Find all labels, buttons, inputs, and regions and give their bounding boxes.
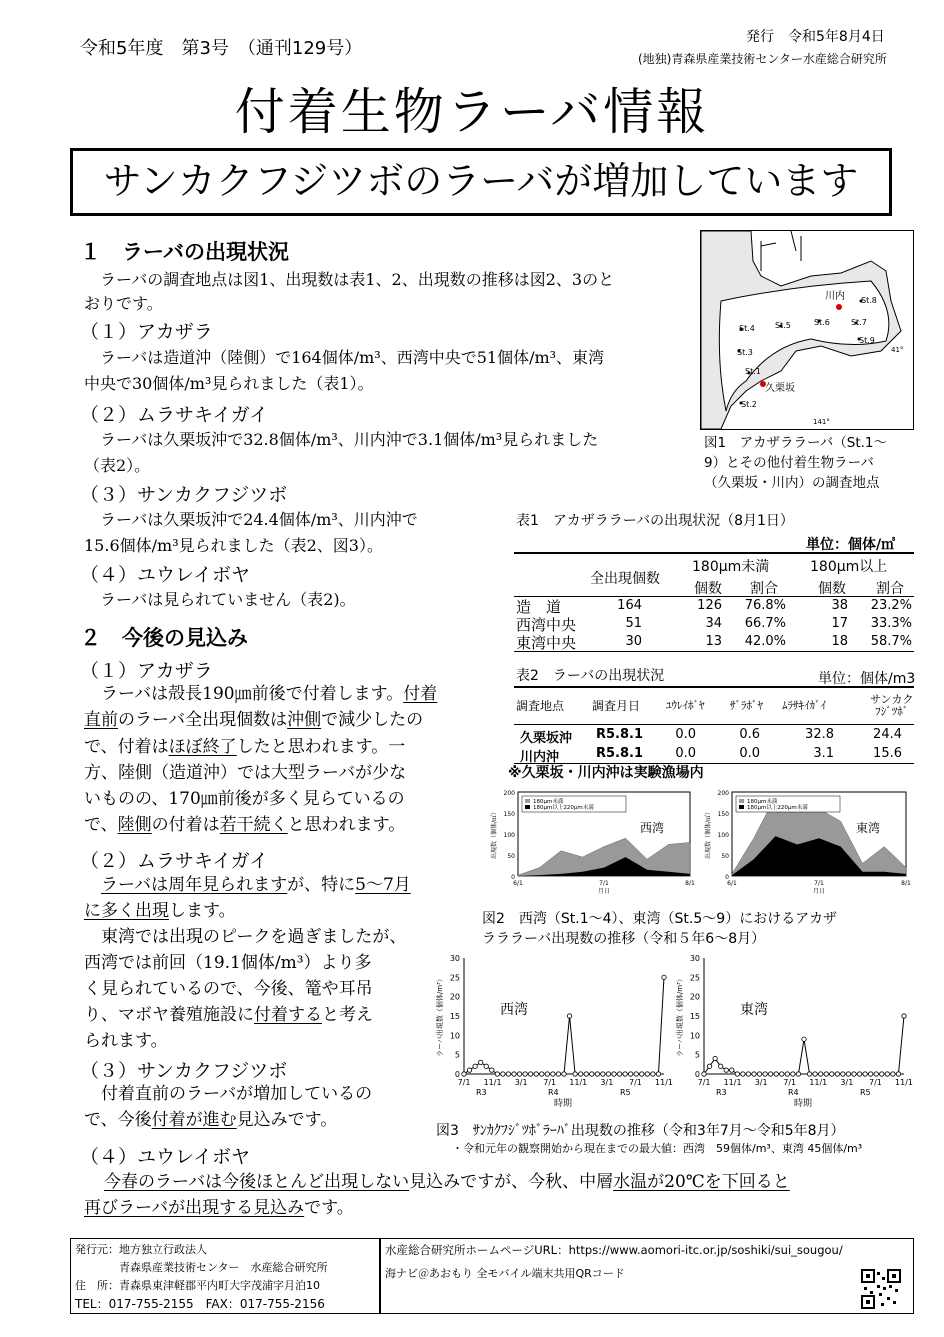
year-label: R4: [548, 1088, 559, 1097]
table2-header-cell: ﾑﾗｻｷｲｶﾞｲ: [782, 699, 826, 712]
fig2-chart-west: [488, 786, 698, 904]
x-tick-label: 11/1: [655, 1078, 673, 1087]
x-tick-label: 11/1: [809, 1078, 828, 1087]
data-point: [763, 1072, 767, 1076]
data-point: [473, 1064, 477, 1068]
fig1-caption-line3: （久栗坂・川内）の調査地点: [704, 475, 880, 491]
data-point: [656, 1072, 660, 1076]
footer-line3: 住 所：青森県東津軽郡平内町大字茂浦字月泊10: [75, 1279, 320, 1292]
data-point: [791, 1072, 795, 1076]
footer-url[interactable]: 水産総合研究所ホームページURL：https://www.aomori-itc.or.jp/soshiki/sui_sougou/: [385, 1243, 843, 1257]
fig3-caption: 図3 ｻﾝｶｸﾌｼﾞﾂﾎﾞﾗｰﾊﾞ出現数の推移（令和3年7月～令和5年8月）: [436, 1123, 845, 1139]
y-tick-label: 0: [694, 1070, 700, 1079]
legend-swatch: [525, 805, 530, 809]
table1-col-ratio2: 割合: [876, 581, 904, 597]
y-tick-label: 20: [689, 992, 700, 1002]
s1-akazara-line2: 中央で30個体/m³見られました（表1）。: [84, 374, 374, 393]
data-point: [885, 1072, 889, 1076]
legend-label: 180μm以上220μm未満: [747, 805, 808, 811]
data-point: [623, 1072, 627, 1076]
y-axis-label: ラーバ出現数（個体/m³）: [676, 975, 684, 1057]
data-point: [662, 975, 666, 979]
data-point: [846, 1072, 850, 1076]
x-tick-label: 3/1: [514, 1078, 528, 1087]
data-point: [780, 1072, 784, 1076]
data-point: [512, 1072, 516, 1076]
y-tick-label: 30: [689, 954, 700, 963]
map-inset-lines: [761, 231, 801, 271]
kawauchi-marker: [836, 304, 842, 310]
data-point: [628, 1072, 632, 1076]
s2-sankaku-heading: （３）サンカクフジツボ: [80, 1060, 288, 1082]
s1-intro-line1: ラーバの調査地点は図1、出現数は表1、2、出現数の推移は図2、3のと: [84, 270, 615, 289]
y-tick-label: 25: [689, 973, 700, 983]
table1-body: [514, 597, 914, 651]
fig1-caption-line2: 9）とその他付着生物ラーバ: [704, 455, 874, 471]
table2-header-cell: ｻﾞﾗﾎﾞﾔ: [730, 699, 763, 712]
data-point: [584, 1072, 588, 1076]
data-point: [523, 1072, 527, 1076]
qr-code-icon[interactable]: [861, 1269, 901, 1309]
fig2-caption-line2: ラララーバ出現数の推移（令和５年6～8月）: [482, 931, 766, 947]
table1-cell-name: 造 道: [516, 598, 562, 616]
data-point: [746, 1072, 750, 1076]
data-point: [517, 1072, 521, 1076]
table1-col-count1: 個数: [694, 581, 722, 597]
s2-sankaku-line2: で、今後付着が進む見込みです。: [84, 1110, 338, 1130]
y-tick-label: 50: [507, 853, 515, 860]
y-axis-label: 出現数（個体/㎥）: [491, 808, 498, 860]
table-row: [514, 615, 914, 633]
s2-akazara-line2: 直前のラーバ全出現個数は沖側で減少したの: [84, 710, 424, 730]
table2-caption: 表2 ラーバの出現状況: [516, 668, 665, 684]
table-row: [514, 725, 914, 744]
y-tick-label: 100: [717, 832, 729, 839]
s2-yurei-line1: 今春のラーバは今後ほとんど出現しない見込みですが、今秋、中層水温が20℃を下回ると: [104, 1172, 790, 1192]
table2-cell-v4: 15.6: [873, 746, 902, 761]
footer-line4: TEL：017-755-2155 FAX：017-755-2156: [75, 1297, 325, 1311]
data-point: [478, 1060, 482, 1064]
data-point: [857, 1072, 861, 1076]
section1-heading: １ ラーバの出現状況: [80, 240, 289, 264]
legend-label: 180μm未満: [747, 799, 778, 805]
table1-cell-r1: 66.7%: [744, 616, 786, 631]
y-axis-label: ラーバ出現数（個体/m³）: [436, 975, 444, 1057]
table2-cell-v3: 3.1: [813, 746, 834, 761]
data-point: [484, 1064, 488, 1068]
data-point: [612, 1072, 616, 1076]
table1-cell-r2: 58.7%: [870, 634, 912, 649]
chart-title: 東湾: [856, 821, 881, 835]
data-point: [868, 1072, 872, 1076]
map-label-st7: St.7: [851, 318, 867, 327]
legend-swatch: [525, 799, 530, 803]
s2-murasaki-line1: ラーバは周年見られますが、特に5～7月: [101, 875, 411, 895]
x-tick-label: 7/1: [814, 880, 824, 887]
table1-caption: 表1 アカザララーバの出現状況（8月1日）: [516, 513, 794, 529]
table1-col-count2: 個数: [818, 581, 846, 597]
s1-sankaku-line2: 15.6個体/m³見られました（表2、図3）。: [84, 536, 383, 555]
data-point: [724, 1068, 728, 1072]
data-point: [640, 1072, 644, 1076]
x-tick-label: 7/1: [868, 1078, 882, 1087]
data-point: [874, 1072, 878, 1076]
data-point: [495, 1072, 499, 1076]
table1-group1: 180μm未満: [692, 559, 770, 575]
map-label-st3: St.3: [737, 348, 753, 357]
year-label: R5: [620, 1088, 631, 1097]
table2-cell-v1: 0.0: [675, 746, 696, 761]
map-label-st6: St.6: [814, 318, 830, 327]
s2-murasaki-heading: （２）ムラサキイガイ: [80, 850, 269, 872]
year-label: R4: [788, 1088, 799, 1097]
data-point: [506, 1072, 510, 1076]
x-tick-label: 3/1: [600, 1078, 614, 1087]
data-point: [578, 1072, 582, 1076]
table1-cell-c1: 126: [697, 598, 722, 613]
map-label-st8: St.8: [861, 296, 877, 305]
table1-cell-c2: 18: [831, 634, 848, 649]
table2-cell-place: 久栗坂沖: [520, 731, 573, 746]
x-tick-label: 7/1: [697, 1078, 711, 1087]
table2-unit: 単位：個体/m3: [818, 671, 916, 687]
data-point: [590, 1072, 594, 1076]
x-tick-label: 6/1: [513, 880, 523, 887]
map-label-kawauchi: 川内: [825, 291, 845, 302]
table1-group2: 180μm以上: [810, 559, 888, 575]
x-tick-label: 7/1: [628, 1078, 642, 1087]
issue-number: 令和5年度 第3号 （通刊129号）: [80, 38, 363, 59]
data-point: [824, 1072, 828, 1076]
table2-header-cell: ﾕｳﾚｲﾎﾞﾔ: [666, 699, 705, 712]
chart-title: 東湾: [740, 1002, 768, 1018]
data-point: [562, 1072, 566, 1076]
data-point: [540, 1072, 544, 1076]
y-tick-label: 50: [721, 853, 729, 860]
map-label-st4: St.4: [739, 324, 755, 333]
table1-cell-r1: 42.0%: [744, 634, 786, 649]
table1-cell-c1: 13: [705, 634, 722, 649]
x-tick-label: 11/1: [569, 1078, 588, 1087]
footer-line1: 発行元：地方独立行政法人: [75, 1243, 207, 1256]
table1-cell-r1: 76.8%: [744, 598, 786, 613]
data-point: [813, 1072, 817, 1076]
s1-intro-line2: おりです。: [84, 294, 163, 313]
table2-cell-place: 川内沖: [520, 750, 560, 765]
x-axis-label: 月日: [597, 888, 611, 895]
s1-sankaku-heading: （３）サンカクフジツボ: [80, 484, 288, 506]
fig3-chart-east: [674, 952, 914, 1116]
table2-cell-v3: 32.8: [805, 727, 834, 742]
y-tick-label: 25: [449, 973, 460, 983]
legend-label: 180μm未満: [533, 799, 564, 805]
x-axis-label: 月日: [812, 888, 826, 895]
s2-murasaki-line5: く見られているので、今後、篭や耳吊: [84, 979, 373, 999]
table2-header-cell: 調査月日: [592, 699, 641, 713]
table1-cell-total: 164: [617, 598, 642, 613]
y-tick-label: 200: [717, 790, 729, 797]
data-point: [567, 1014, 571, 1018]
footer-web-box: [380, 1238, 914, 1314]
table2-header-cell: サンカク ﾌｼﾞﾂﾎﾞ: [870, 693, 914, 718]
fig1-caption-line1: 図1 アカザララーバ（St.1～: [704, 435, 888, 451]
data-point: [741, 1072, 745, 1076]
data-point: [707, 1064, 711, 1068]
x-tick-label: 3/1: [754, 1078, 768, 1087]
table2-header-cell: 調査地点: [516, 699, 565, 713]
year-label: R5: [860, 1088, 871, 1097]
table1-unit: 単位：個体/㎥: [806, 537, 896, 553]
data-point: [830, 1072, 834, 1076]
data-point: [735, 1072, 739, 1076]
table-row: [514, 633, 914, 651]
s2-akazara-line4: 方、陸側（造道沖）では大型ラーバが少な: [84, 763, 407, 783]
x-axis-label: 時期: [794, 1099, 813, 1109]
data-point: [730, 1068, 734, 1072]
data-point: [796, 1072, 800, 1076]
data-point: [634, 1072, 638, 1076]
y-tick-label: 20: [449, 992, 460, 1002]
x-tick-label: 11/1: [483, 1078, 502, 1087]
y-tick-label: 15: [449, 1012, 460, 1021]
series-line: [704, 1016, 904, 1074]
table1-cell-r2: 33.3%: [870, 616, 912, 631]
s1-yurei-line1: ラーバは見られていません（表2)。: [84, 590, 356, 609]
map-label-lon: 141°: [813, 418, 830, 426]
fig2-caption-line1: 図2 西湾（St.1～4）、東湾（St.5～9）におけるアカザ: [482, 911, 838, 927]
year-label: R3: [716, 1088, 727, 1097]
x-tick-label: 7/1: [457, 1078, 471, 1087]
table1-cell-c2: 17: [831, 616, 848, 631]
table1-cell-r2: 23.2%: [870, 598, 912, 613]
data-point: [718, 1064, 722, 1068]
s2-yurei-line2: 再びラーバが出現する見込みです。: [84, 1198, 354, 1218]
table2-cell-v2: 0.6: [739, 727, 760, 742]
s2-yurei-heading: （４）ユウレイボヤ: [80, 1146, 251, 1168]
data-point: [545, 1072, 549, 1076]
s1-akazara-heading: （１）アカザラ: [80, 321, 213, 343]
publisher-org: (地独)青森県産業技術センター水産総合研究所: [638, 52, 887, 66]
data-point: [880, 1072, 884, 1076]
y-tick-label: 10: [689, 1031, 700, 1041]
map-label-st9: St.9: [859, 336, 875, 345]
y-tick-label: 30: [449, 954, 460, 963]
s2-murasaki-line6: り、マボヤ養殖施設に付着すると考え: [84, 1005, 373, 1025]
s2-sankaku-line1: 付着直前のラーバが増加しているの: [84, 1084, 373, 1104]
y-axis-label: 出現数（個体/㎥）: [705, 808, 712, 860]
table2-cell-v2: 0.0: [739, 746, 760, 761]
s1-murasaki-line1: ラーバは久栗坂沖で32.8個体/m³、川内沖で3.1個体/m³見られました: [84, 430, 599, 449]
survey-map: [700, 230, 914, 430]
data-point: [863, 1072, 867, 1076]
chart-title: 西湾: [640, 821, 665, 835]
table2-cell-date: R5.8.1: [596, 746, 644, 761]
x-tick-label: 6/1: [727, 880, 737, 887]
table2-cell-v1: 0.0: [675, 727, 696, 742]
data-point: [902, 1014, 906, 1018]
s2-akazara-line6: で、陸側の付着は若干続くと思われます。: [84, 815, 406, 835]
s2-murasaki-line2: に多く出現します。: [84, 901, 236, 921]
section2-heading: ２ 今後の見込み: [80, 626, 248, 650]
data-point: [802, 1037, 806, 1041]
data-point: [852, 1072, 856, 1076]
map-label-lat: 41°: [891, 346, 904, 354]
x-tick-label: 11/1: [895, 1078, 913, 1087]
data-point: [702, 1072, 706, 1076]
fig3-note: ・令和元年の観察開始から現在までの最大値：西湾 59個体/m³、東湾 45個体/m³: [452, 1142, 863, 1155]
data-point: [501, 1072, 505, 1076]
s2-akazara-line5: いものの、170㎛前後が多く見らているの: [84, 789, 405, 809]
s1-sankaku-line1: ラーバは久栗坂沖で24.4個体/m³、川内沖で: [84, 510, 418, 529]
s2-akazara-line1: ラーバは殻長190㎛前後で付着します。付着: [84, 684, 438, 704]
x-tick-label: 7/1: [543, 1078, 557, 1087]
x-tick-label: 7/1: [599, 880, 609, 887]
data-point: [551, 1072, 555, 1076]
s2-murasaki-line3: 東湾では出現のピークを過ぎましたが、: [84, 927, 407, 947]
table2-header: [514, 688, 914, 724]
year-label: R3: [476, 1088, 487, 1097]
s1-murasaki-line2: （表2）。: [84, 456, 151, 475]
publish-date: 発行 令和5年8月4日: [746, 29, 885, 45]
y-tick-label: 0: [454, 1070, 460, 1079]
table1-cell-total: 30: [625, 634, 642, 649]
fig3-chart-west: [434, 952, 674, 1116]
s1-yurei-heading: （４）ユウレイボヤ: [80, 564, 251, 586]
s2-murasaki-line7: られます。: [84, 1031, 168, 1051]
map-label-st2: St.2: [741, 400, 757, 409]
legend-swatch: [739, 799, 744, 803]
table1-header: [514, 554, 914, 596]
x-tick-label: 11/1: [723, 1078, 742, 1087]
data-point: [757, 1072, 761, 1076]
s2-akazara-line3: で、付着はほぼ終了したと思われます。一: [84, 737, 406, 757]
data-point: [601, 1072, 605, 1076]
data-point: [573, 1072, 577, 1076]
s2-murasaki-line4: 西湾では前回（19.1個体/m³）より多: [84, 953, 372, 973]
data-point: [768, 1072, 772, 1076]
x-tick-label: 8/1: [901, 880, 911, 887]
data-point: [785, 1072, 789, 1076]
table-row: [514, 744, 914, 763]
map-label-st5: St.5: [775, 321, 791, 330]
data-point: [528, 1072, 532, 1076]
footer-line2: 青森県産業技術センター 水産総合研究所: [75, 1261, 328, 1274]
data-point: [818, 1072, 822, 1076]
data-point: [534, 1072, 538, 1076]
y-tick-label: 200: [503, 790, 515, 797]
table-row: [514, 597, 914, 615]
x-axis-label: 時期: [554, 1099, 573, 1109]
data-point: [467, 1068, 471, 1072]
y-tick-label: 5: [454, 1050, 460, 1060]
x-tick-label: 3/1: [840, 1078, 854, 1087]
s2-akazara-heading: （１）アカザラ: [80, 660, 213, 682]
table2-body: [514, 725, 914, 763]
data-point: [651, 1072, 655, 1076]
legend-swatch: [739, 805, 744, 809]
page-title: 付着生物ラーバ情報: [234, 83, 710, 141]
table1-cell-c1: 34: [705, 616, 722, 631]
map-svg: [701, 231, 913, 429]
data-point: [807, 1072, 811, 1076]
table1-cell-name: 西湾中央: [516, 616, 577, 634]
series-line: [464, 977, 664, 1074]
data-point: [774, 1072, 778, 1076]
table1-col-total: 全出現個数: [590, 571, 660, 587]
s1-murasaki-heading: （２）ムラサキイガイ: [80, 404, 269, 426]
footer-publisher-box: [70, 1238, 380, 1314]
data-point: [490, 1068, 494, 1072]
table1-col-ratio1: 割合: [750, 581, 778, 597]
table2: [514, 686, 914, 764]
data-point: [841, 1072, 845, 1076]
data-point: [462, 1072, 466, 1076]
x-tick-label: 7/1: [783, 1078, 797, 1087]
data-point: [617, 1072, 621, 1076]
map-label-st1: St.1: [745, 367, 761, 376]
table1-cell-c2: 38: [831, 598, 848, 613]
y-tick-label: 0: [725, 874, 729, 881]
table1: [514, 552, 914, 652]
data-point: [835, 1072, 839, 1076]
y-tick-label: 15: [689, 1012, 700, 1021]
y-tick-label: 100: [503, 832, 515, 839]
y-tick-label: 150: [717, 811, 729, 818]
map-label-kuribazaka: 久栗坂: [765, 383, 795, 394]
fig2-chart-east: [702, 786, 914, 904]
footer-qr-label: 海ナビ＠あおもり 全モバイル端末共用QRコード: [385, 1267, 625, 1280]
data-point: [606, 1072, 610, 1076]
headline-banner: サンカクフジツボのラーバが増加しています: [70, 148, 892, 216]
data-point: [645, 1072, 649, 1076]
data-point: [896, 1072, 900, 1076]
table2-cell-v4: 24.4: [873, 727, 902, 742]
table1-cell-name: 東湾中央: [516, 634, 577, 652]
data-point: [713, 1056, 717, 1060]
y-tick-label: 5: [694, 1050, 700, 1060]
data-point: [891, 1072, 895, 1076]
y-tick-label: 10: [449, 1031, 460, 1041]
chart-title: 西湾: [500, 1002, 528, 1018]
s1-akazara-line1: ラーバは造道沖（陸側）で164個体/m³、西湾中央で51個体/m³、東湾: [84, 348, 605, 367]
table2-note: ※久栗坂・川内沖は実験漁場内: [508, 765, 704, 781]
table2-cell-date: R5.8.1: [596, 727, 644, 742]
x-tick-label: 8/1: [685, 880, 695, 887]
y-tick-label: 0: [511, 874, 515, 881]
data-point: [595, 1072, 599, 1076]
data-point: [556, 1072, 560, 1076]
y-tick-label: 150: [503, 811, 515, 818]
data-point: [752, 1072, 756, 1076]
legend-label: 180μm以上220μm未満: [533, 805, 594, 811]
table1-cell-total: 51: [625, 616, 642, 631]
